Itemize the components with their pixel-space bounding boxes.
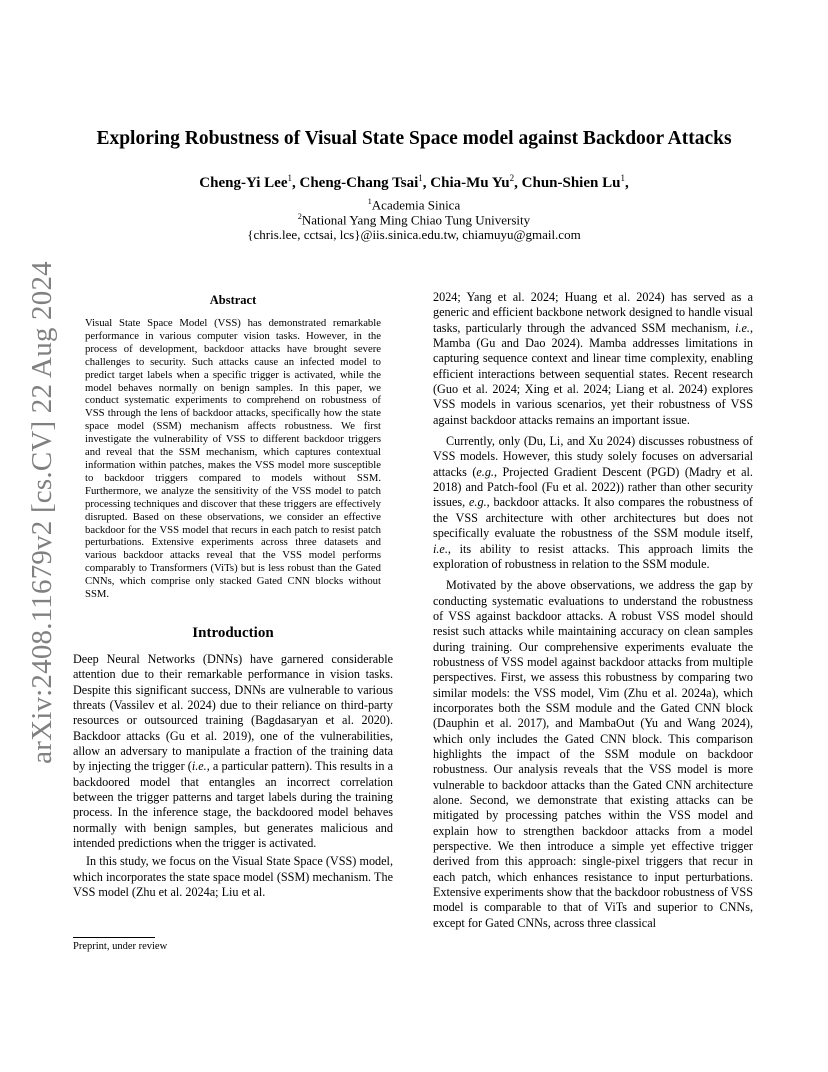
- author-list: Cheng-Yi Lee$^1$, Cheng-Chang Tsai$^1$, Chia-Mu Yu$^2$, Chun-Shien Lu$^1$,: [199, 173, 629, 191]
- author-affiliation-mark: 1: [418, 173, 423, 183]
- introduction-heading: Introduction: [192, 624, 274, 641]
- body-paragraph: 2024; Yang et al. 2024; Huang et al. 2024) has served as a generic and efficient backbone network designed to handle visual tasks, particularly through the advanced SSM mechanism, i.e., Mamba (Gu and Dao 2024). Mamba addresses limitations in capturing sequence context and linear time complexity, enabling efficient interactions between sequential states. Recent research (Guo et al. 2024; Xing et al. 2024; Liang et al. 2024) explores VSS models in various scenarios, yet their robustness of VSS against backdoor attacks remains an important issue.: [433, 290, 753, 427]
- affiliation-2: $^2$National Yang Ming Chiao Tung University: [297, 212, 531, 228]
- affiliation-1: $^1$Academia Sinica: [367, 197, 461, 213]
- author-name: Cheng-Chang Tsai: [299, 175, 419, 191]
- paper-title: Exploring Robustness of Visual State Space model against Backdoor Attacks: [96, 128, 732, 149]
- author-name: Chia-Mu Yu: [430, 175, 510, 191]
- intro-paragraph: In this study, we focus on the Visual State Space (VSS) model, which incorporates the state space model (SSM) mechanism. The VSS model (Zhu et al. 2024a; Liu et al.: [73, 854, 393, 900]
- footnote-text: Preprint, under review: [73, 941, 168, 952]
- abstract-heading: Abstract: [209, 293, 257, 307]
- arxiv-identifier-text: arXiv:2408.11679v2 [cs.CV] 22 Aug 2024: [25, 260, 58, 764]
- author-affiliation-mark: 1: [287, 173, 292, 183]
- author-name: Chun-Shien Lu: [521, 175, 621, 191]
- footnote-divider: [73, 937, 155, 938]
- body-paragraph: Motivated by the above observations, we address the gap by conducting systematic evaluations to understand the robustness of VSS against backdoor attacks. A robust VSS model should resist such attacks while maintaining accuracy on clean samples during training. Our comprehensive experiments evaluate the robustness of VSS model against backdoor attacks from multiple perspectives. First, we assess this robustness by comparing two similar models: the VSS model, Vim (Zhu et al. 2024a), which incorporates both the SSM module and the Gated CNN block (Dauphin et al. 2017), and MambaOut (Yu and Wang 2024), which only includes the Gated CNN block. This comparison highlights the impact of the SSM module on backdoor robustness. Our analysis reveals that the VSS model is more vulnerable to backdoor attacks than the Gated CNN architecture alone. Second, we demonstrate that existing attacks can be mitigated by processing patches within the VSS model and explain how to strengthen backdoor attacks from a model perspective. We then introduce a simple yet effective trigger derived from this approach: single-pixel triggers that recur in each patch, which enhances resistance to input perturbations. Extensive experiments show that the backdoor robustness of VSS model is comparable to that of ViTs and superior to CNNs, except for Gated CNNs, across three classical: [433, 578, 753, 930]
- author-affiliation-mark: 2: [509, 173, 515, 183]
- right-column: [433, 290, 753, 931]
- author-name: Cheng-Yi Lee: [199, 175, 288, 191]
- author-emails: {chris.lee, cctsai, lcs}@iis.sinica.edu.tw, chiamuyu@gmail.com: [247, 227, 581, 242]
- abstract-text: Visual State Space Model (VSS) has demonstrated remarkable performance in various computer vision tasks. However, in the process of development, backdoor attacks have brought severe challenges to security. Such attacks cause an infected model to predict target labels when a specific trigger is activated, while the model behaves normally on benign samples. In this paper, we conduct systematic experiments to comprehend on robustness of VSS through the lens of backdoor attacks, specifically how the state space model (SSM) mechanism affects robustness. We first investigate the vulnerability of VSS to different backdoor triggers and reveal that the SSM mechanism, which captures contextual information within patches, makes the VSS model more susceptible to backdoor triggers compared to models without SSM. Furthermore, we analyze the sensitivity of the VSS model to patch processing techniques and discover that these triggers are effectively disrupted. Based on these observations, we consider an effective backdoor for the VSS model that recurs in each patch to resist patch perturbations. Extensive experiments across three datasets and various backdoor attacks reveal that the VSS model performs comparably to Transformers (ViTs) but is less robust than the Gated CNNs, which comprise only stacked Gated CNN blocks without SSM.: [85, 317, 381, 601]
- left-column: [73, 293, 393, 900]
- author-affiliation-mark: 1: [620, 173, 625, 183]
- arxiv-identifier[interactable]: [22, 262, 62, 762]
- body-paragraph: Currently, only (Du, Li, and Xu 2024) discusses robustness of VSS models. However, this study solely focuses on adversarial attacks (e.g., Projected Gradient Descent (PGD) (Madry et al. 2018) and Patch-fool (Fu et al. 2022)) rather than other security issues, e.g., backdoor attacks. It also compares the robustness of the VSS architecture with other architectures but does not specifically evaluate the robustness of the SSM module itself, i.e., its ability to resist attacks. This approach limits the exploration of robustness in relation to the SSM module.: [433, 434, 753, 571]
- intro-paragraph: Deep Neural Networks (DNNs) have garnered considerable attention due to their remarkable performance in vision tasks. Despite this significant success, DNNs are vulnerable to various threats (Vassilev et al. 2024) due to their reliance on third-party resources or outsourced training (Bagdasaryan et al. 2020). Backdoor attacks (Gu et al. 2019), one of the vulnerabilities, allow an adversary to manipulate a fraction of the training data by injecting the trigger (i.e., a particular pattern). This results in a backdoored model that entangles an incorrect correlation between the trigger patterns and target labels during the training process. In the inference stage, the backdoored model behaves normally with benign samples, but generates malicious and intended predictions when the trigger is activated.: [73, 651, 393, 851]
